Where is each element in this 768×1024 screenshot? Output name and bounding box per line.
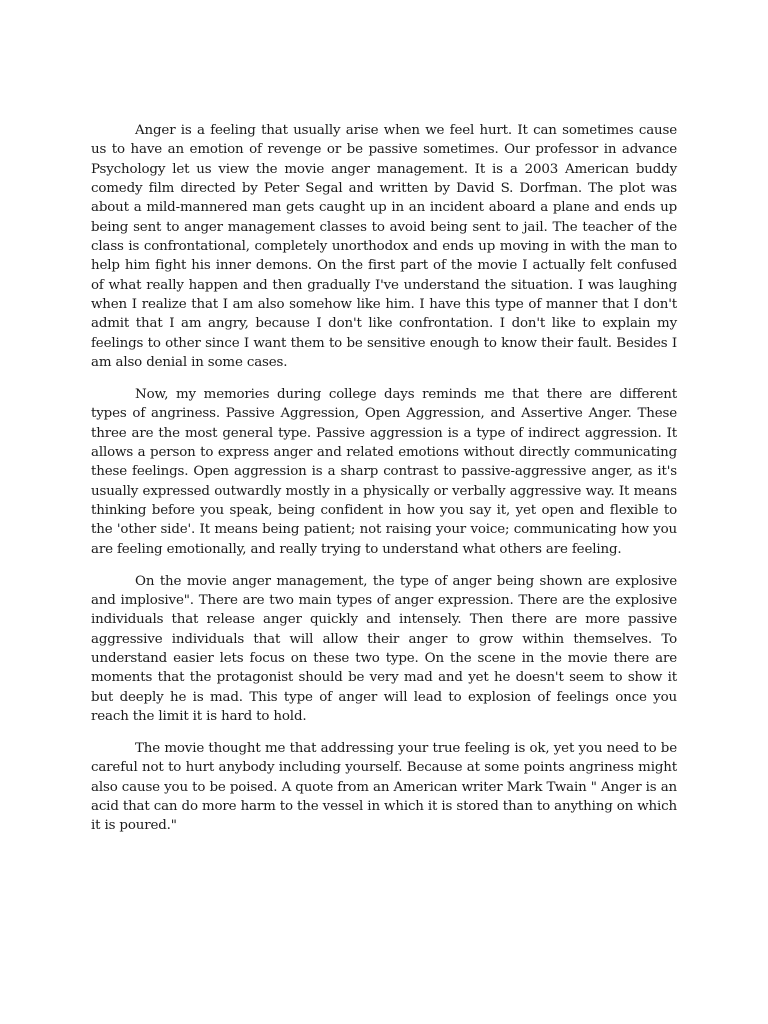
paragraph-3: On the movie anger management, the type of anger being shown are explosive and implosive". There are two main types of anger expression. There are the explosive individuals that release anger quickly and intensely. Then there are more passive aggressive individuals that will allow their anger to grow within themselves. To understand easier lets focus on these two type. On the scene in the movie there are moments that the protagonist should be very mad and yet he doesn't seem to show it but deeply he is mad. This type of anger will lead to explosion of feelings once you reach the limit it is hard to hold. [91,573,677,724]
paragraph-4: The movie thought me that addressing your true feeling is ok, yet you need to be careful not to hurt anybody including yourself. Because at some points angriness might also cause you to be poised. A quote from an American writer Mark Twain " Anger is an acid that can do more harm to the vessel in which it is stored than to anything on which it is poured." [91,740,677,834]
paragraph-2: Now, my memories during college days reminds me that there are different types of angriness. Passive Aggression, Open Aggression, and Assertive Anger. These three are the most general type. Passive aggression is a type of indirect aggression. It allows a person to express anger and related emotions without directly communicating these feelings. Open aggression is a sharp contrast to passive-aggressive anger, as it's usually expressed outwardly mostly in a physically or verbally aggressive way. It means thinking before you speak, being confident in how you say it, yet open and flexible to the 'other side'. It means being patient; not raising your voice; communicating how you are feeling emotionally, and really trying to understand what others are feeling. [91,386,677,557]
paragraph-1: Anger is a feeling that usually arise when we feel hurt. It can sometimes cause us to have an emotion of revenge or be passive sometimes. Our professor in advance Psychology let us view the movie anger management. It is a 2003 American buddy comedy film directed by Peter Segal and written by David S. Dorfman. The plot was about a mild-mannered man gets caught up in an incident aboard a plane and ends up being sent to anger management classes to avoid being sent to jail. The teacher of the class is confrontational, completely unorthodox and ends up moving in with the man to help him fight his inner demons. On the first part of the movie I actually felt confused of what really happen and then gradually I've understand the situation. I was laughing when I realize that I am also somehow like him. I have this type of manner that I don't admit that I am angry, because I don't like confrontation. I don't like to explain my feelings to other since I want them to be sensitive enough to know their fault. Besides I am also denial in some cases. [91,123,677,371]
document-page [91,121,677,848]
